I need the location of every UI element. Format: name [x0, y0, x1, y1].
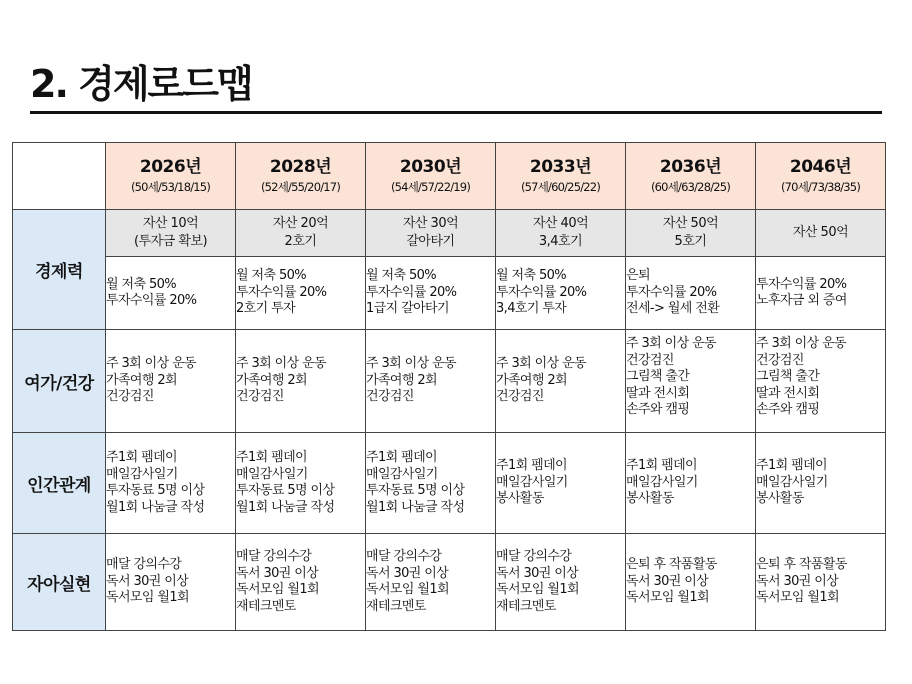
- relations-cell: [756, 433, 886, 534]
- cell-line: 건강검진: [236, 389, 284, 405]
- cell-line: 딸과 전시회: [626, 385, 690, 401]
- year-header: [496, 143, 626, 210]
- cell-line: 독서 30권 이상: [626, 573, 709, 589]
- relations-cell: [626, 433, 756, 534]
- year-header-row: [13, 143, 886, 210]
- cell-line: 주 3회 이상 운동: [626, 336, 717, 351]
- cell-line: 투자수익률 20%: [106, 293, 197, 308]
- cell-line: 독서모임 월1회: [236, 582, 319, 597]
- economy-cell: [366, 257, 496, 330]
- asset-cell: [236, 210, 366, 257]
- year-header: [366, 143, 496, 210]
- cell-line: 갈아타기: [406, 234, 455, 249]
- row-label-self-realization: 자아실현: [13, 534, 106, 631]
- cell-line: 건강검진: [366, 389, 414, 405]
- cell-line: 월1회 나눔글 작성: [236, 499, 335, 515]
- cell-line: 투자수익률 20%: [496, 284, 587, 300]
- row-label-relations: 인간관계: [13, 433, 106, 534]
- page-title: 2. 경제로드맵: [30, 62, 252, 106]
- economy-cell: [106, 257, 236, 330]
- cell-line: 가족여행 2회: [366, 372, 437, 388]
- cell-line: 2호기: [284, 234, 317, 249]
- asset-cell: [106, 210, 236, 257]
- economy-cell: [496, 257, 626, 330]
- year-header: [756, 143, 886, 210]
- cell-line: 은퇴: [626, 268, 650, 284]
- year-label: 2046년: [789, 157, 852, 177]
- cell-line: 자산 30억: [402, 216, 459, 231]
- cell-line: 손주와 캠핑: [756, 402, 820, 417]
- health-cell: [496, 330, 626, 433]
- cell-line: 그림책 출간: [756, 369, 820, 384]
- corner-cell: [13, 143, 106, 210]
- cell-line: 재테크멘토: [236, 598, 296, 614]
- cell-line: 투자수익률 20%: [366, 284, 457, 300]
- health-row: [13, 330, 886, 433]
- year-label: 2026년: [139, 157, 202, 177]
- cell-line: 독서모임 월1회: [106, 590, 189, 606]
- self-realization-row: [13, 534, 886, 631]
- ages-label: (50세/53/18/15): [130, 180, 211, 194]
- cell-line: 자산 40억: [532, 216, 589, 231]
- cell-line: 월 저축 50%: [106, 276, 177, 292]
- cell-line: 투자동료 5명 이상: [106, 483, 205, 498]
- self-cell: [756, 534, 886, 631]
- year-label: 2033년: [529, 157, 592, 177]
- economy-cell: [236, 257, 366, 330]
- self-cell: [626, 534, 756, 631]
- cell-line: 독서모임 월1회: [756, 590, 839, 606]
- cell-line: 자산 10억: [142, 216, 199, 231]
- cell-line: 주 3회 이상 운동: [106, 356, 197, 372]
- cell-line: 가족여행 2회: [106, 372, 177, 388]
- self-cell: [236, 534, 366, 631]
- relations-cell: [106, 433, 236, 534]
- cell-line: 은퇴 후 작품활동: [756, 557, 847, 573]
- ages-label: (54세/57/22/19): [390, 180, 471, 194]
- relations-cell: [236, 433, 366, 534]
- cell-line: 주 3회 이상 운동: [236, 356, 327, 372]
- cell-line: 매달 강의수강: [106, 557, 182, 573]
- cell-line: 독서모임 월1회: [366, 582, 449, 597]
- cell-line: 손주와 캠핑: [626, 402, 690, 417]
- cell-line: 딸과 전시회: [756, 385, 820, 401]
- cell-line: 투자수익률 20%: [626, 284, 717, 300]
- cell-line: 주1회 펨데이: [626, 458, 697, 474]
- cell-line: 주1회 펨데이: [236, 450, 307, 465]
- cell-line: 자산 20억: [272, 216, 329, 231]
- cell-line: 봉사활동: [756, 491, 804, 507]
- cell-line: 독서 30권 이상: [106, 573, 189, 589]
- cell-line: 투자동료 5명 이상: [366, 483, 465, 498]
- cell-line: 월 저축 50%: [236, 268, 307, 284]
- health-cell: [626, 330, 756, 433]
- self-cell: [496, 534, 626, 631]
- cell-line: 재테크멘토: [496, 598, 556, 614]
- year-label: 2036년: [659, 157, 722, 177]
- cell-line: 매일감사일기: [496, 474, 568, 490]
- cell-line: 건강검진: [756, 352, 804, 368]
- title-underline: [30, 111, 882, 114]
- cell-line: 독서 30권 이상: [496, 565, 579, 581]
- cell-line: 매일감사일기: [236, 466, 308, 482]
- cell-line: 주1회 펨데이: [366, 450, 437, 465]
- cell-line: 가족여행 2회: [496, 372, 567, 388]
- cell-line: 2호기 투자: [236, 301, 296, 317]
- cell-line: 자산 50억: [792, 225, 849, 240]
- cell-line: 월1회 나눔글 작성: [106, 499, 205, 515]
- asset-cell: [496, 210, 626, 257]
- cell-line: 월 저축 50%: [496, 268, 567, 284]
- cell-line: 매일감사일기: [106, 466, 178, 482]
- row-label-economy: 경제력: [13, 210, 106, 330]
- relations-cell: [496, 433, 626, 534]
- cell-line: 주 3회 이상 운동: [366, 356, 457, 372]
- cell-line: 1급지 갈아타기: [366, 301, 449, 317]
- row-label-health: 여가/건강: [13, 330, 106, 433]
- cell-line: 투자수익률 20%: [756, 276, 847, 292]
- cell-line: 5호기: [674, 234, 707, 249]
- relations-cell: [366, 433, 496, 534]
- asset-cell: [756, 210, 886, 257]
- cell-line: 매달 강의수강: [366, 549, 442, 564]
- cell-line: 주1회 펨데이: [496, 458, 567, 474]
- cell-line: 건강검진: [496, 389, 544, 405]
- cell-line: 투자수익률 20%: [236, 284, 327, 300]
- economy-cell: [626, 257, 756, 330]
- cell-line: 은퇴 후 작품활동: [626, 557, 717, 573]
- cell-line: 독서 30권 이상: [366, 565, 449, 581]
- year-header: [236, 143, 366, 210]
- ages-label: (52세/55/20/17): [260, 180, 341, 194]
- cell-line: 주 3회 이상 운동: [756, 336, 847, 351]
- year-header: [106, 143, 236, 210]
- cell-line: 전세-> 월세 전환: [626, 301, 720, 317]
- cell-line: 건강검진: [626, 352, 674, 368]
- cell-line: 독서 30권 이상: [756, 573, 839, 589]
- cell-line: 3,4호기 투자: [496, 301, 567, 317]
- economy-detail-row: [13, 257, 886, 330]
- cell-line: 자산 50억: [662, 216, 719, 231]
- cell-line: 주1회 펨데이: [756, 458, 827, 474]
- cell-line: 독서모임 월1회: [626, 590, 709, 606]
- health-cell: [366, 330, 496, 433]
- cell-line: 매일감사일기: [366, 466, 438, 482]
- cell-line: 가족여행 2회: [236, 372, 307, 388]
- cell-line: 월1회 나눔글 작성: [366, 499, 465, 515]
- year-header: [626, 143, 756, 210]
- roadmap-table: [12, 142, 886, 631]
- cell-line: 재테크멘토: [366, 598, 426, 614]
- cell-line: 건강검진: [106, 389, 154, 405]
- cell-line: 봉사활동: [626, 491, 674, 507]
- economy-cell: [756, 257, 886, 330]
- cell-line: 노후자금 외 증여: [756, 293, 847, 308]
- cell-line: 매달 강의수강: [236, 549, 312, 564]
- cell-line: 월 저축 50%: [366, 268, 437, 284]
- cell-line: 3,4호기: [538, 234, 583, 249]
- health-cell: [756, 330, 886, 433]
- cell-line: (투자금 확보): [133, 234, 208, 249]
- self-cell: [106, 534, 236, 631]
- cell-line: 주1회 펨데이: [106, 450, 177, 465]
- health-cell: [106, 330, 236, 433]
- cell-line: 매달 강의수강: [496, 549, 572, 564]
- cell-line: 독서 30권 이상: [236, 565, 319, 581]
- cell-line: 봉사활동: [496, 491, 544, 507]
- cell-line: 주 3회 이상 운동: [496, 356, 587, 372]
- asset-cell: [366, 210, 496, 257]
- cell-line: 그림책 출간: [626, 369, 690, 384]
- cell-line: 매일감사일기: [756, 474, 828, 490]
- cell-line: 매일감사일기: [626, 474, 698, 490]
- ages-label: (57세/60/25/22): [520, 180, 601, 194]
- cell-line: 투자동료 5명 이상: [236, 483, 335, 498]
- cell-line: 독서모임 월1회: [496, 582, 579, 597]
- year-label: 2030년: [399, 157, 462, 177]
- self-cell: [366, 534, 496, 631]
- year-label: 2028년: [269, 157, 332, 177]
- asset-cell: [626, 210, 756, 257]
- relations-row: [13, 433, 886, 534]
- health-cell: [236, 330, 366, 433]
- ages-label: (60세/63/28/25): [650, 180, 731, 194]
- economy-asset-row: [13, 210, 886, 257]
- ages-label: (70세/73/38/35): [780, 180, 861, 194]
